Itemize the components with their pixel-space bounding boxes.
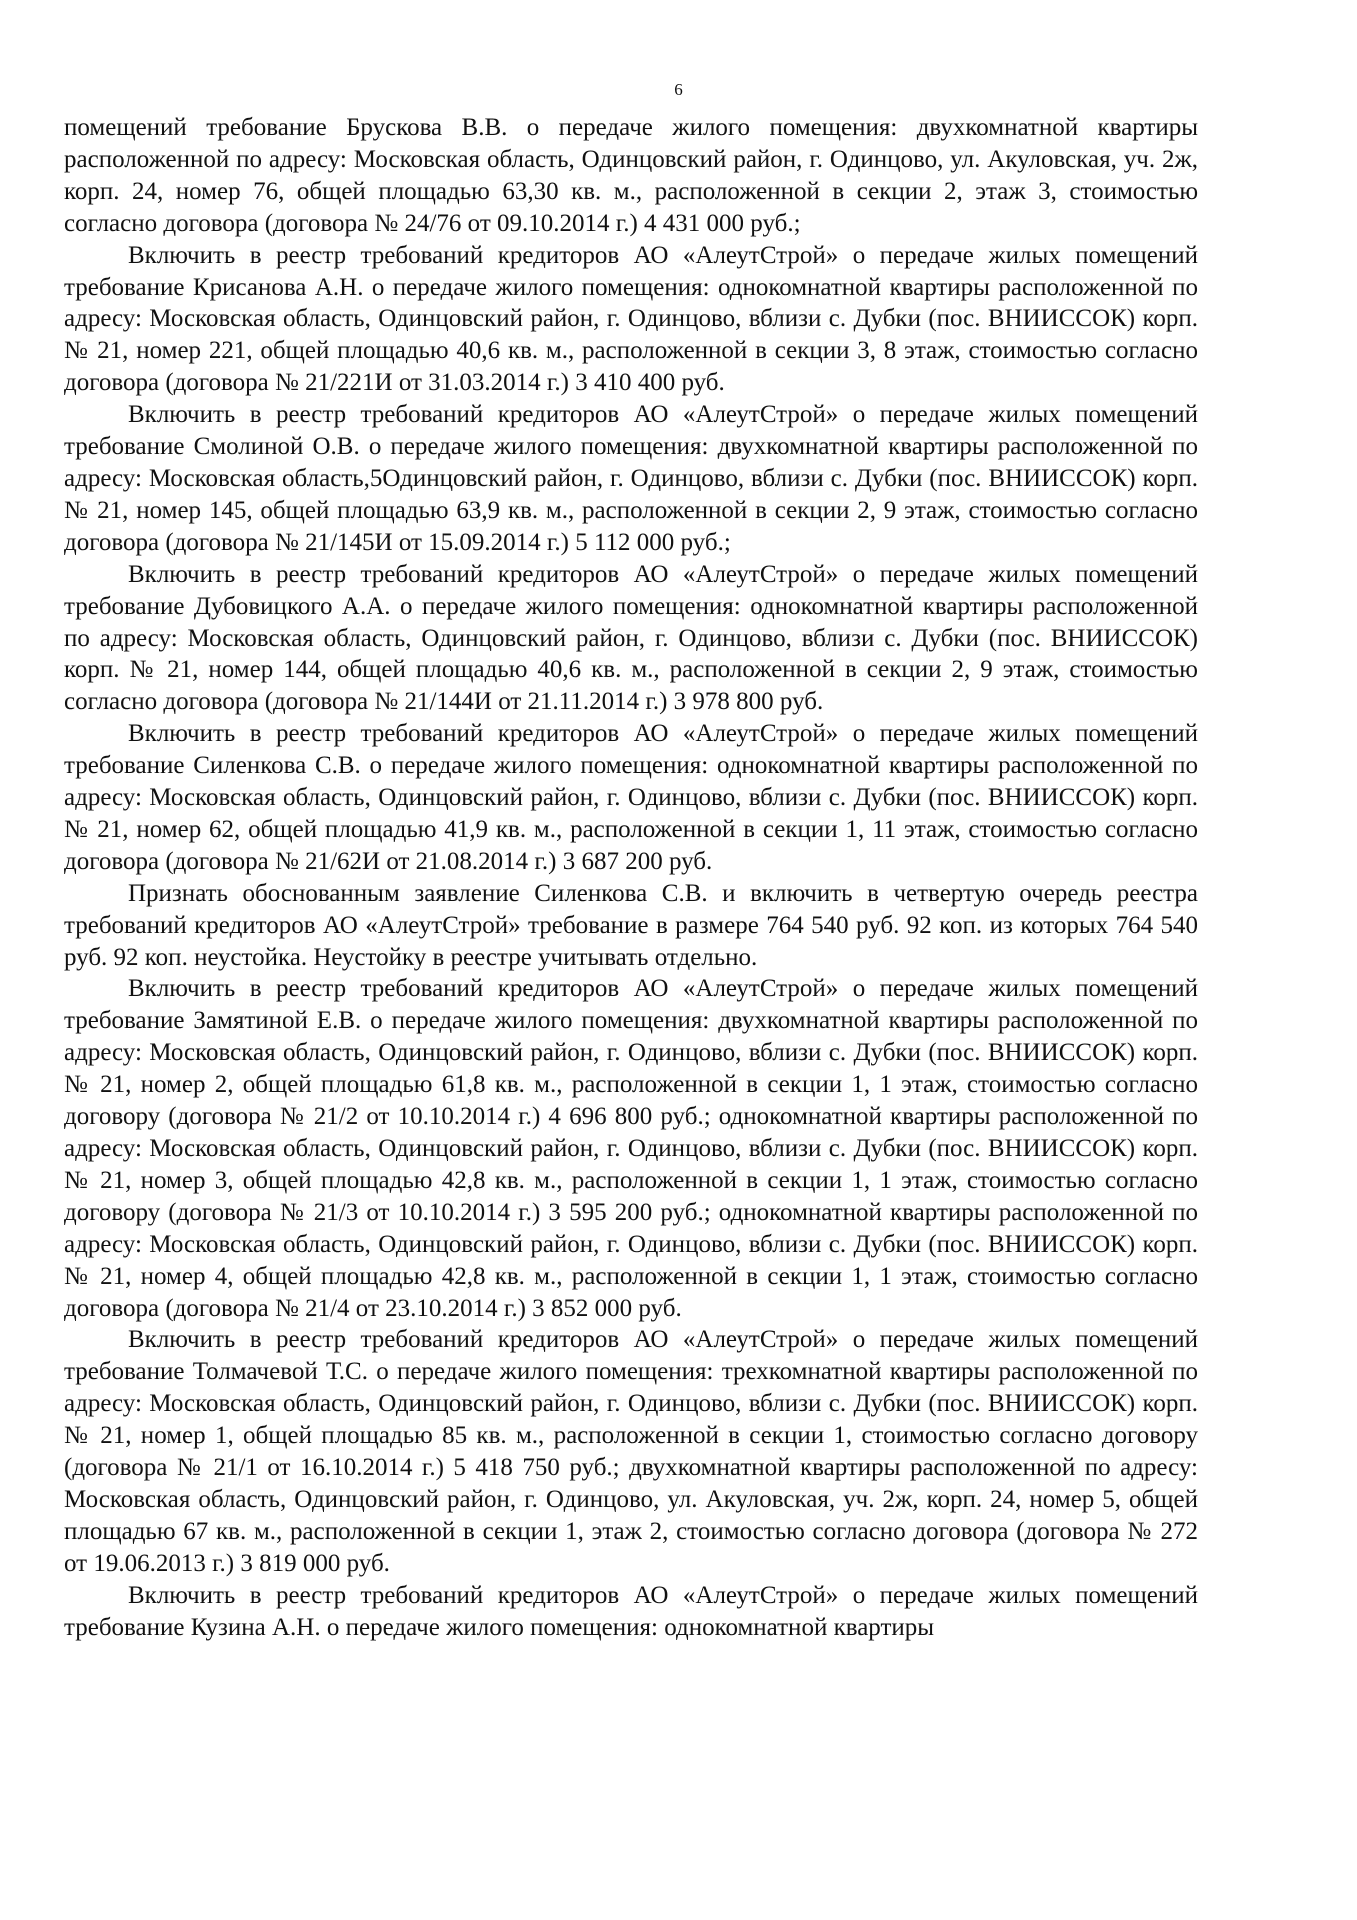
paragraph-tolmacheva-claim: Включить в реестр требований кредиторов АО «АлеутСтрой» о передаче жилых помещений требование Толмачевой Т.С. о передаче жилого помещения: трехкомнатной квартиры расположенной по адресу: Московская область, Одинцовский район, г. Одинцово, вблизи с. Дубки (пос. ВНИИССОК) корп. № 21, номер 1, общей площадью 85 кв. м., расположенной в секции 1, стоимостью согласно договору (договора № 21/1 от 16.10.2014 г.) 5 418 750 руб.; двухкомнатной квартиры расположенной по адресу: Московская область, Одинцовский район, г. Одинцово, ул. Акуловская, уч. 2ж, корп. 24, номер 5, общей площадью 67 кв. м., расположенной в секции 1, этаж 2, стоимостью согласно договора (договора № 272 от 19.06.2013 г.) 3 819 000 руб. [64, 1326, 1198, 1577]
paragraph-silenkov-claim: Включить в реестр требований кредиторов АО «АлеутСтрой» о передаче жилых помещений требование Силенкова С.В. о передаче жилого помещения: однокомнатной квартиры расположенной по адресу: Московская область, Одинцовский район, г. Одинцово, вблизи с. Дубки (пос. ВНИИССОК) корп. № 21, номер 62, общей площадью 41,9 кв. м., расположенной в секции 1, 11 этаж, стоимостью согласно договора (договора № 21/62И от 21.08.2014 г.) 3 687 200 руб. [64, 720, 1198, 875]
page-number: 6 [674, 80, 683, 99]
document-body [64, 112, 1198, 1644]
paragraph-krisanov-claim: Включить в реестр требований кредиторов АО «АлеутСтрой» о передаче жилых помещений требование Крисанова А.Н. о передаче жилого помещения: однокомнатной квартиры расположенной по адресу: Московская область, Одинцовский район, г. Одинцово, вблизи с. Дубки (пос. ВНИИССОК) корп. № 21, номер 221, общей площадью 40,6 кв. м., расположенной в секции 3, 8 этаж, стоимостью согласно договора (договора № 21/221И от 31.03.2014 г.) 3 410 400 руб. [64, 241, 1198, 397]
paragraph-bruskov-claim: помещений требование Брускова В.В. о передаче жилого помещения: двухкомнатной квартиры расположенной по адресу: Московская область, Одинцовский район, г. Одинцово, ул. Акуловская, уч. 2ж, корп. 24, номер 76, общей площадью 63,30 кв. м., расположенной в секции 2, этаж 3, стоимостью согласно договора (договора № 24/76 от 09.10.2014 г.) 4 431 000 руб.; [64, 114, 1198, 237]
paragraph-dubovitsky-claim: Включить в реестр требований кредиторов АО «АлеутСтрой» о передаче жилых помещений требование Дубовицкого А.А. о передаче жилого помещения: однокомнатной квартиры расположенной по адресу: Московская область, Одинцовский район, г. Одинцово, вблизи с. Дубки (пос. ВНИИССОК) корп. № 21, номер 144, общей площадью 40,6 кв. м., расположенной в секции 2, 9 этаж, стоимостью согласно договора (договора № 21/144И от 21.11.2014 г.) 3 978 800 руб. [64, 560, 1198, 716]
paragraph-zamyatina-claim: Включить в реестр требований кредиторов АО «АлеутСтрой» о передаче жилых помещений требование Замятиной Е.В. о передаче жилого помещения: двухкомнатной квартиры расположенной по адресу: Московская область, Одинцовский район, г. Одинцово, вблизи с. Дубки (пос. ВНИИССОК) корп. № 21, номер 2, общей площадью 61,8 кв. м., расположенной в секции 1, 1 этаж, стоимостью согласно договору (договора № 21/2 от 10.10.2014 г.) 4 696 800 руб.; однокомнатной квартиры расположенной по адресу: Московская область, Одинцовский район, г. Одинцово, вблизи с. Дубки (пос. ВНИИССОК) корп. № 21, номер 3, общей площадью 42,8 кв. м., расположенной в секции 1, 1 этаж, стоимостью согласно договору (договора № 21/3 от 10.10.2014 г.) 3 595 200 руб.; однокомнатной квартиры расположенной по адресу: Московская область, Одинцовский район, г. Одинцово, вблизи с. Дубки (пос. ВНИИССОК) корп. № 21, номер 4, общей площадью 42,8 кв. м., расположенной в секции 1, 1 этаж, стоимостью согласно договора (договора № 21/4 от 23.10.2014 г.) 3 852 000 руб. [64, 975, 1198, 1322]
paragraph-smolina-claim: Включить в реестр требований кредиторов АО «АлеутСтрой» о передаче жилых помещений требование Смолиной О.В. о передаче жилого помещения: двухкомнатной квартиры расположенной по адресу: Московская область,5Одинцовский район, г. Одинцово, вблизи с. Дубки (пос. ВНИИССОК) корп. № 21, номер 145, общей площадью 63,9 кв. м., расположенной в секции 2, 9 этаж, стоимостью согласно договора (договора № 21/145И от 15.09.2014 г.) 5 112 000 руб.; [64, 401, 1198, 556]
paragraph-kuzin-claim: Включить в реестр требований кредиторов АО «АлеутСтрой» о передаче жилых помещений требование Кузина А.Н. о передаче жилого помещения: однокомнатной квартиры [64, 1581, 1198, 1641]
paragraph-silenkov-penalty: Признать обоснованным заявление Силенкова С.В. и включить в четвертую очередь реестра требований кредиторов АО «АлеутСтрой» требование в размере 764 540 руб. 92 коп. из которых 764 540 руб. 92 коп. неустойка. Неустойку в реестре учитывать отдельно. [64, 879, 1198, 971]
